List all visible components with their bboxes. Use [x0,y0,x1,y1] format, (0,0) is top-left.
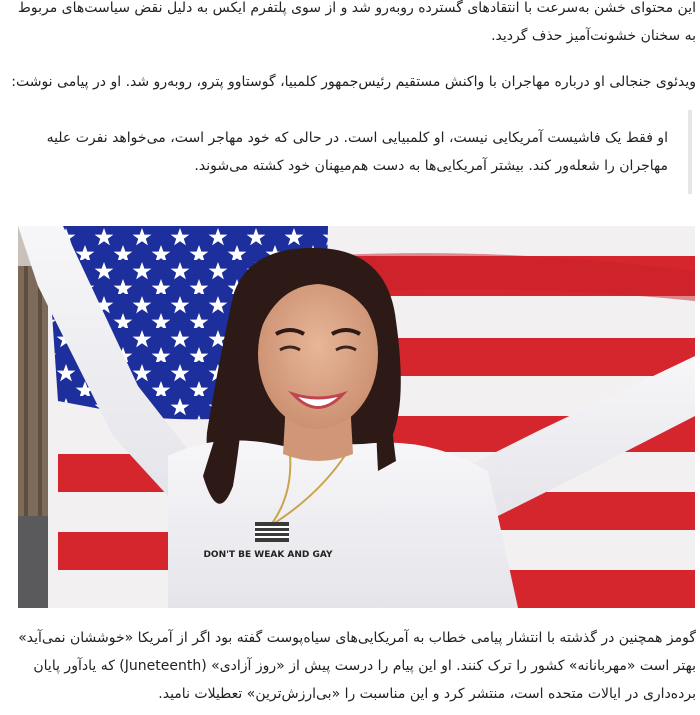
quote-line: او فقط یک فاشیست آمریکایی نیست، او کلمبیایی است. در حالی که خود مهاجر است، می‌خواهد نفرت علیه [46,130,668,146]
paragraph-line: برده‌داری در ایالات متحده است، منتشر کرد و این مناسبت را «بی‌ارزش‌ترین» تعطیلات نامید. [158,686,696,702]
article-photo [18,226,695,608]
quote-line: مهاجران را شعله‌ور کند. بیشتر آمریکایی‌ها به دست هم‌میهنان خود کشته می‌شوند. [194,158,668,174]
paragraph-line: گومز همچنین در گذشته با انتشار پیامی خطاب به آمریکایی‌های سیاه‌پوست گفته بود اگر از آمریکا «خوششان نمی‌آید» [18,630,696,646]
paragraph-juneteenth [4,624,696,708]
paragraph-line: به سخنان خشونت‌آمیز حذف گردید. [491,28,696,44]
paragraph-line: این محتوای خشن به‌سرعت با انتقادهای گسترده روبه‌رو شد و از سوی پلتفرم ایکس به دلیل نقض سیاست‌های مربوط [17,0,696,16]
paragraph-petro-reaction [4,68,696,96]
shirt-print-text: DON'T BE WEAK AND GAY [203,550,333,560]
paragraph-line: ویدئوی جنجالی او درباره مهاجران با واکنش مستقیم رئیس‌جمهور کلمبیا، گوستاوو پترو، روبه‌رو شد. او در پیامی نوشت: [11,74,696,90]
paragraph-content-removal [4,0,696,50]
paragraph-line: بهتر است «مهربانانه» کشور را ترک کنند. او این پیام را درست پیش از «روز آزادی» (Juneteenth) که یادآور پایان [33,658,696,674]
photo-woman-with-us-flag [18,226,695,608]
blockquote [12,110,692,194]
